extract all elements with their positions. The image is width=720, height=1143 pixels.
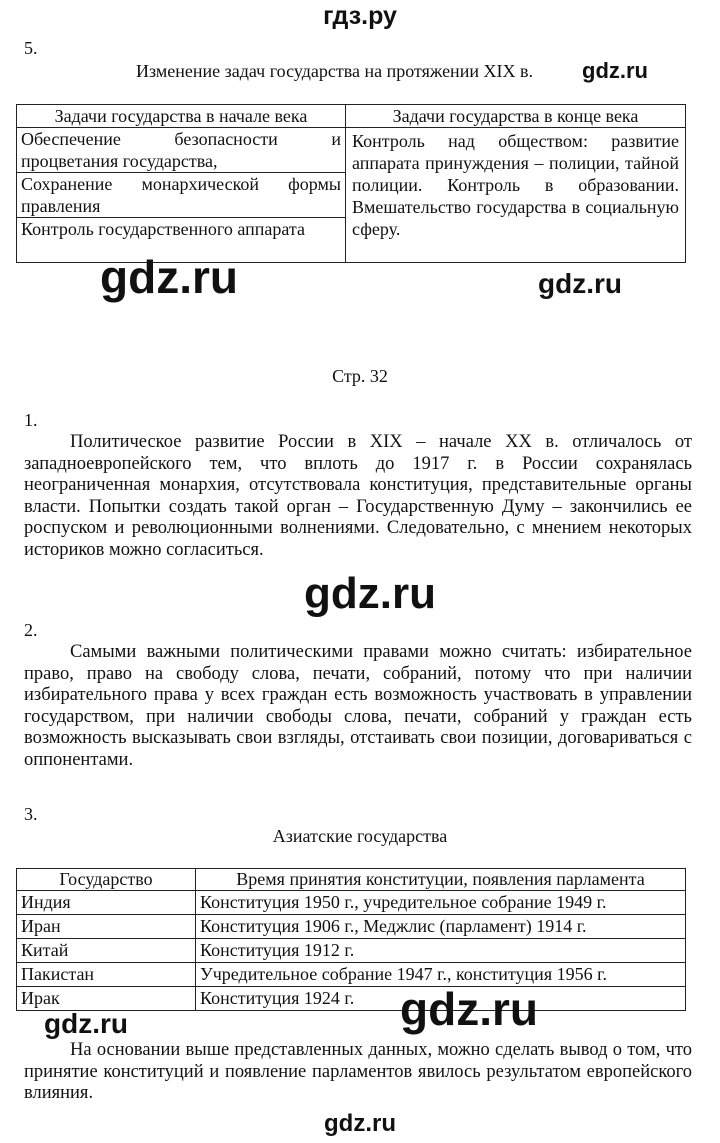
task-5-title: Изменение задач государства на протяжении XIX в.	[136, 61, 533, 81]
watermark: gdz.ru	[400, 983, 538, 1035]
table-row	[17, 891, 686, 915]
table-header: Задачи государства в конце века	[346, 105, 686, 128]
table-cell: Конституция 1924 г.	[196, 987, 686, 1011]
task-3-title: Азиатские государства	[272, 826, 448, 846]
table-row	[17, 963, 686, 987]
table-header: Задачи государства в начале века	[17, 105, 346, 128]
watermark: gdz.ru	[100, 251, 238, 303]
table-cell: Обеспечение безопасности и процветания государства,	[17, 128, 346, 173]
task-1-number: 1.	[24, 410, 38, 430]
task-3-number: 3.	[24, 804, 38, 824]
task-2-text: Самыми важными политическими правами можно считать: избирательное право, право на свободу слова, печати, собраний, потому что при наличии избирательного права у всех граждан есть возможность участвовать в управлении государством, при наличии свободы слова, печати, собраний у граждан есть возможность высказывать свои взгляды, отстаивать свои позиции, договариваться с оппонентами.	[24, 642, 692, 770]
table-row	[17, 987, 686, 1011]
task-5-table	[16, 104, 686, 263]
table-cell: Иран	[17, 915, 196, 939]
table-row	[17, 915, 686, 939]
watermark: gdz.ru	[44, 1008, 128, 1039]
table-cell: Учредительное собрание 1947 г., конституция 1956 г.	[196, 963, 686, 987]
task-3-conclusion: На основании выше представленных данных, можно сделать вывод о том, что принятие конституций и появление парламентов явилось результатом европейского влияния.	[24, 1040, 692, 1103]
watermark: gdz.ru	[324, 1110, 396, 1137]
table-cell: Китай	[17, 939, 196, 963]
watermark: gdz.ru	[304, 569, 436, 618]
table-cell: Конституция 1912 г.	[196, 939, 686, 963]
table-cell: Пакистан	[17, 963, 196, 987]
table-header: Время принятия конституции, появления парламента	[196, 869, 686, 891]
watermark: gdz.ru	[582, 58, 648, 83]
watermark: gdz.ru	[538, 268, 622, 299]
site-header: гдз.ру	[323, 2, 397, 30]
table-header: Государство	[17, 869, 196, 891]
task-2-number: 2.	[24, 620, 38, 640]
table-cell: Конституция 1906 г., Меджлис (парламент) 1914 г.	[196, 915, 686, 939]
task-3-table	[16, 868, 686, 1011]
table-row	[17, 939, 686, 963]
table-cell: Индия	[17, 891, 196, 915]
task-1-text: Политическое развитие России в XIX – начале XX в. отличалось от западноевропейского тем, что вплоть до 1917 г. в России сохранялась неограниченная монархия, отсутствовала конституция, представительные органы власти. Попытки создать такой орган – Государственную Думу – закончились ее роспуском и революционными волнениями. Следовательно, с мнением некоторых историков можно согласиться.	[24, 432, 692, 560]
page-label: Стр. 32	[332, 366, 388, 386]
table-cell: Конституция 1950 г., учредительное собрание 1949 г.	[196, 891, 686, 915]
table-cell: Контроль государственного аппарата	[17, 218, 346, 263]
table-cell: Контроль над обществом: развитие аппарата принуждения – полиции, тайной полиции. Контроль в образовании. Вмешательство государства в социальную сферу.	[346, 128, 686, 263]
table-cell: Сохранение монархической формы правления	[17, 173, 346, 218]
task-5-number: 5.	[24, 38, 38, 58]
table-cell: Ирак	[17, 987, 196, 1011]
